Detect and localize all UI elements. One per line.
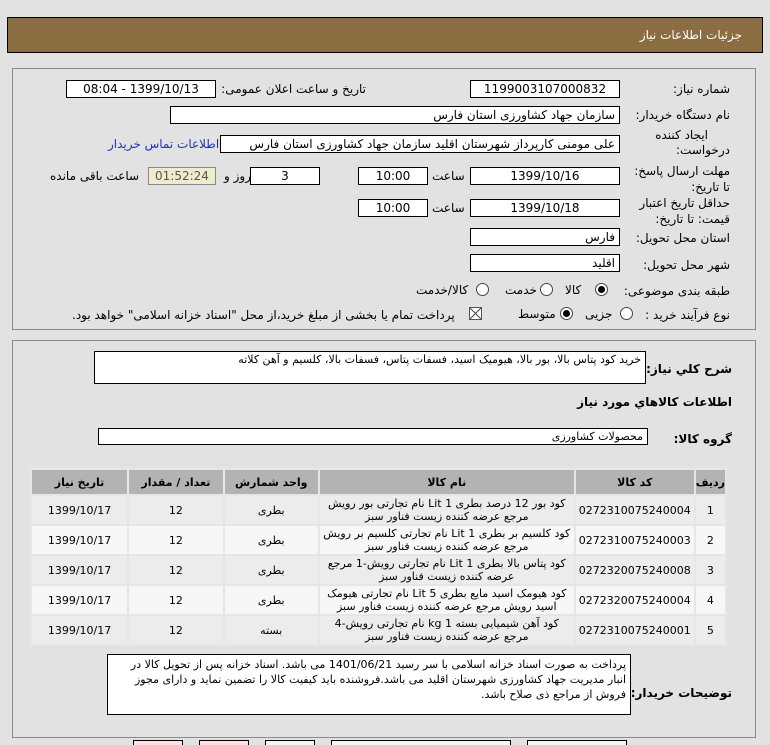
table-row <box>32 496 725 524</box>
cell-qty: 12 <box>129 526 223 554</box>
group-field: محصولات کشاورزی <box>98 428 648 445</box>
city-field: اقلید <box>470 254 620 272</box>
buyer-org-label: نام دستگاه خریدار: <box>635 108 730 122</box>
checkbox-cross-icon <box>470 308 481 319</box>
cell-row: 2 <box>696 526 725 554</box>
process-radio-minor[interactable] <box>620 307 633 320</box>
requester-label-2: درخواست: <box>676 143 730 157</box>
cell-row: 3 <box>696 556 725 584</box>
cell-code: 0272310075240004 <box>576 496 694 524</box>
cell-code: 0272310075240003 <box>576 526 694 554</box>
table-row <box>32 526 725 554</box>
cell-name: کود بور 12 درصد بطری 1 Lit نام تجارتی بور رویش مرجع عرضه کننده زیست فناور سبز <box>320 496 574 524</box>
category-option-service: خدمت <box>505 283 537 297</box>
province-field: فارس <box>470 228 620 246</box>
items-table <box>30 468 727 646</box>
validity-date-field: 1399/10/18 <box>470 199 620 217</box>
cell-name: کود کلسیم بر بطری 1 Lit نام تجارتی کلسیم بر رویش مرجع عرضه کننده زیست فناور سبز <box>320 526 574 554</box>
col-unit: واحد شمارش <box>225 470 318 494</box>
province-label: استان محل تحویل: <box>635 231 730 245</box>
days-remaining-field: 3 <box>250 167 320 185</box>
cell-unit: بسته <box>225 616 318 644</box>
cell-unit: بطری <box>225 586 318 614</box>
reply-deadline-label-2: تا تاریخ: <box>691 180 730 194</box>
cell-date: 1399/10/17 <box>32 556 127 584</box>
category-label: طبقه بندی موضوعی: <box>623 284 730 298</box>
days-label: روز و <box>224 169 251 183</box>
cell-date: 1399/10/17 <box>32 586 127 614</box>
reply-deadline-label-1: مهلت ارسال پاسخ: <box>634 164 730 178</box>
cell-name: کود پتاس بالا بطری 1 Lit نام تجارتی رویش-1 مرجع عرضه کننده زیست فناور سبز <box>320 556 574 584</box>
items-section-title: اطلاعات كالاهاي مورد نياز <box>577 395 732 409</box>
requester-field: علی مومنی کارپرداز شهرستان اقلید سازمان جهاد کشاورزی استان فارس <box>220 135 620 153</box>
table-row <box>32 616 725 644</box>
cell-qty: 12 <box>129 616 223 644</box>
validity-label-2: قیمت: تا تاریخ: <box>655 212 730 226</box>
buyer-notes-label: توضیحات خریدار: <box>630 686 732 700</box>
col-code: کد کالا <box>576 470 694 494</box>
category-radio-goods-service[interactable] <box>476 283 489 296</box>
buyer-contact-link[interactable]: اطلاعات تماس خریدار <box>108 137 220 151</box>
cell-row: 1 <box>696 496 725 524</box>
process-option-minor: جزیی <box>585 307 613 321</box>
page-title: جزئیات اطلاعات نیاز <box>639 28 742 42</box>
cell-qty: 12 <box>129 496 223 524</box>
category-radio-service[interactable] <box>540 283 553 296</box>
cell-date: 1399/10/17 <box>32 526 127 554</box>
city-label: شهر محل تحویل: <box>643 258 730 272</box>
process-option-medium: متوسط <box>518 307 556 321</box>
need-number-field: 1199003107000832 <box>470 80 620 98</box>
action-button-4[interactable] <box>331 740 511 745</box>
process-label: نوع فرآیند خرید : <box>645 308 730 322</box>
validity-time-label: ساعت <box>432 201 465 215</box>
page-header <box>7 17 763 53</box>
treasury-payment-note: پرداخت تمام یا بخشی از مبلغ خرید،از محل "اسناد خزانه اسلامی" خواهد بود. <box>72 308 455 322</box>
requester-label-1: ایجاد کننده <box>655 128 708 142</box>
cell-code: 0272320075240008 <box>576 556 694 584</box>
buyer-notes-field: پرداخت به صورت اسناد خزانه اسلامی با سر رسید 1401/06/21 می باشد. اسناد خزانه پس از تحویل کالا در انبار مدیریت جهاد کشاورزی شهرستان اقلید می باشد.فروشنده باید کیفیت کالا را تضمین نماید و دارای مجوز فروش از مراجع ذی صلاح باشد. <box>107 654 631 715</box>
remaining-time-field: 01:52:24 <box>148 167 216 185</box>
table-row <box>32 556 725 584</box>
summary-label: شرح كلي نياز: <box>646 362 732 376</box>
cell-name: کود آهن شیمیایی بسته 1 kg نام تجارتی رویش-4 مرجع عرضه کننده زیست فناور سبز <box>320 616 574 644</box>
category-option-goods: کالا <box>565 283 582 297</box>
announce-label: تاریخ و ساعت اعلان عمومی: <box>221 82 366 96</box>
cell-qty: 12 <box>129 586 223 614</box>
need-number-label: شماره نیاز: <box>673 82 730 96</box>
category-radio-goods[interactable] <box>595 283 608 296</box>
table-row <box>32 586 725 614</box>
process-radio-medium[interactable] <box>560 307 573 320</box>
action-button-2[interactable] <box>199 740 249 745</box>
cell-unit: بطری <box>225 496 318 524</box>
cell-qty: 12 <box>129 556 223 584</box>
cell-row: 5 <box>696 616 725 644</box>
cell-unit: بطری <box>225 556 318 584</box>
buyer-org-field: سازمان جهاد کشاورزی استان فارس <box>170 106 620 124</box>
col-row: ردیف <box>696 470 725 494</box>
table-header-row <box>32 470 725 494</box>
treasury-payment-checkbox[interactable] <box>469 307 482 320</box>
action-button-5[interactable] <box>527 740 627 745</box>
reply-time-field: 10:00 <box>358 167 428 185</box>
validity-time-field: 10:00 <box>358 199 428 217</box>
cell-date: 1399/10/17 <box>32 496 127 524</box>
cell-name: کود هیومک اسید مایع بطری 5 Lit نام تجارتی هیومک اسید رویش مرجع عرضه کننده زیست فناور سبز <box>320 586 574 614</box>
validity-label-1: حداقل تاریخ اعتبار <box>639 196 730 210</box>
group-label: گروه کالا: <box>673 432 732 446</box>
action-button-1[interactable] <box>133 740 183 745</box>
col-date: تاریخ نیاز <box>32 470 127 494</box>
cell-row: 4 <box>696 586 725 614</box>
col-qty: تعداد / مقدار <box>129 470 223 494</box>
category-option-goods-service: کالا/خدمت <box>416 283 469 297</box>
reply-time-label: ساعت <box>432 169 465 183</box>
reply-date-field: 1399/10/16 <box>470 167 620 185</box>
summary-field: خرید کود پتاس بالا، بور بالا، هیومیک اسید، فسفات پتاس، فسفات بالا، کلسیم و آهن کلاته <box>94 351 646 384</box>
cell-unit: بطری <box>225 526 318 554</box>
cell-code: 0272310075240001 <box>576 616 694 644</box>
announce-field: 1399/10/13 - 08:04 <box>66 80 216 98</box>
remaining-time-label: ساعت باقی مانده <box>50 169 140 183</box>
cell-date: 1399/10/17 <box>32 616 127 644</box>
cell-code: 0272320075240004 <box>576 586 694 614</box>
col-name: نام کالا <box>320 470 574 494</box>
action-button-3[interactable] <box>265 740 315 745</box>
